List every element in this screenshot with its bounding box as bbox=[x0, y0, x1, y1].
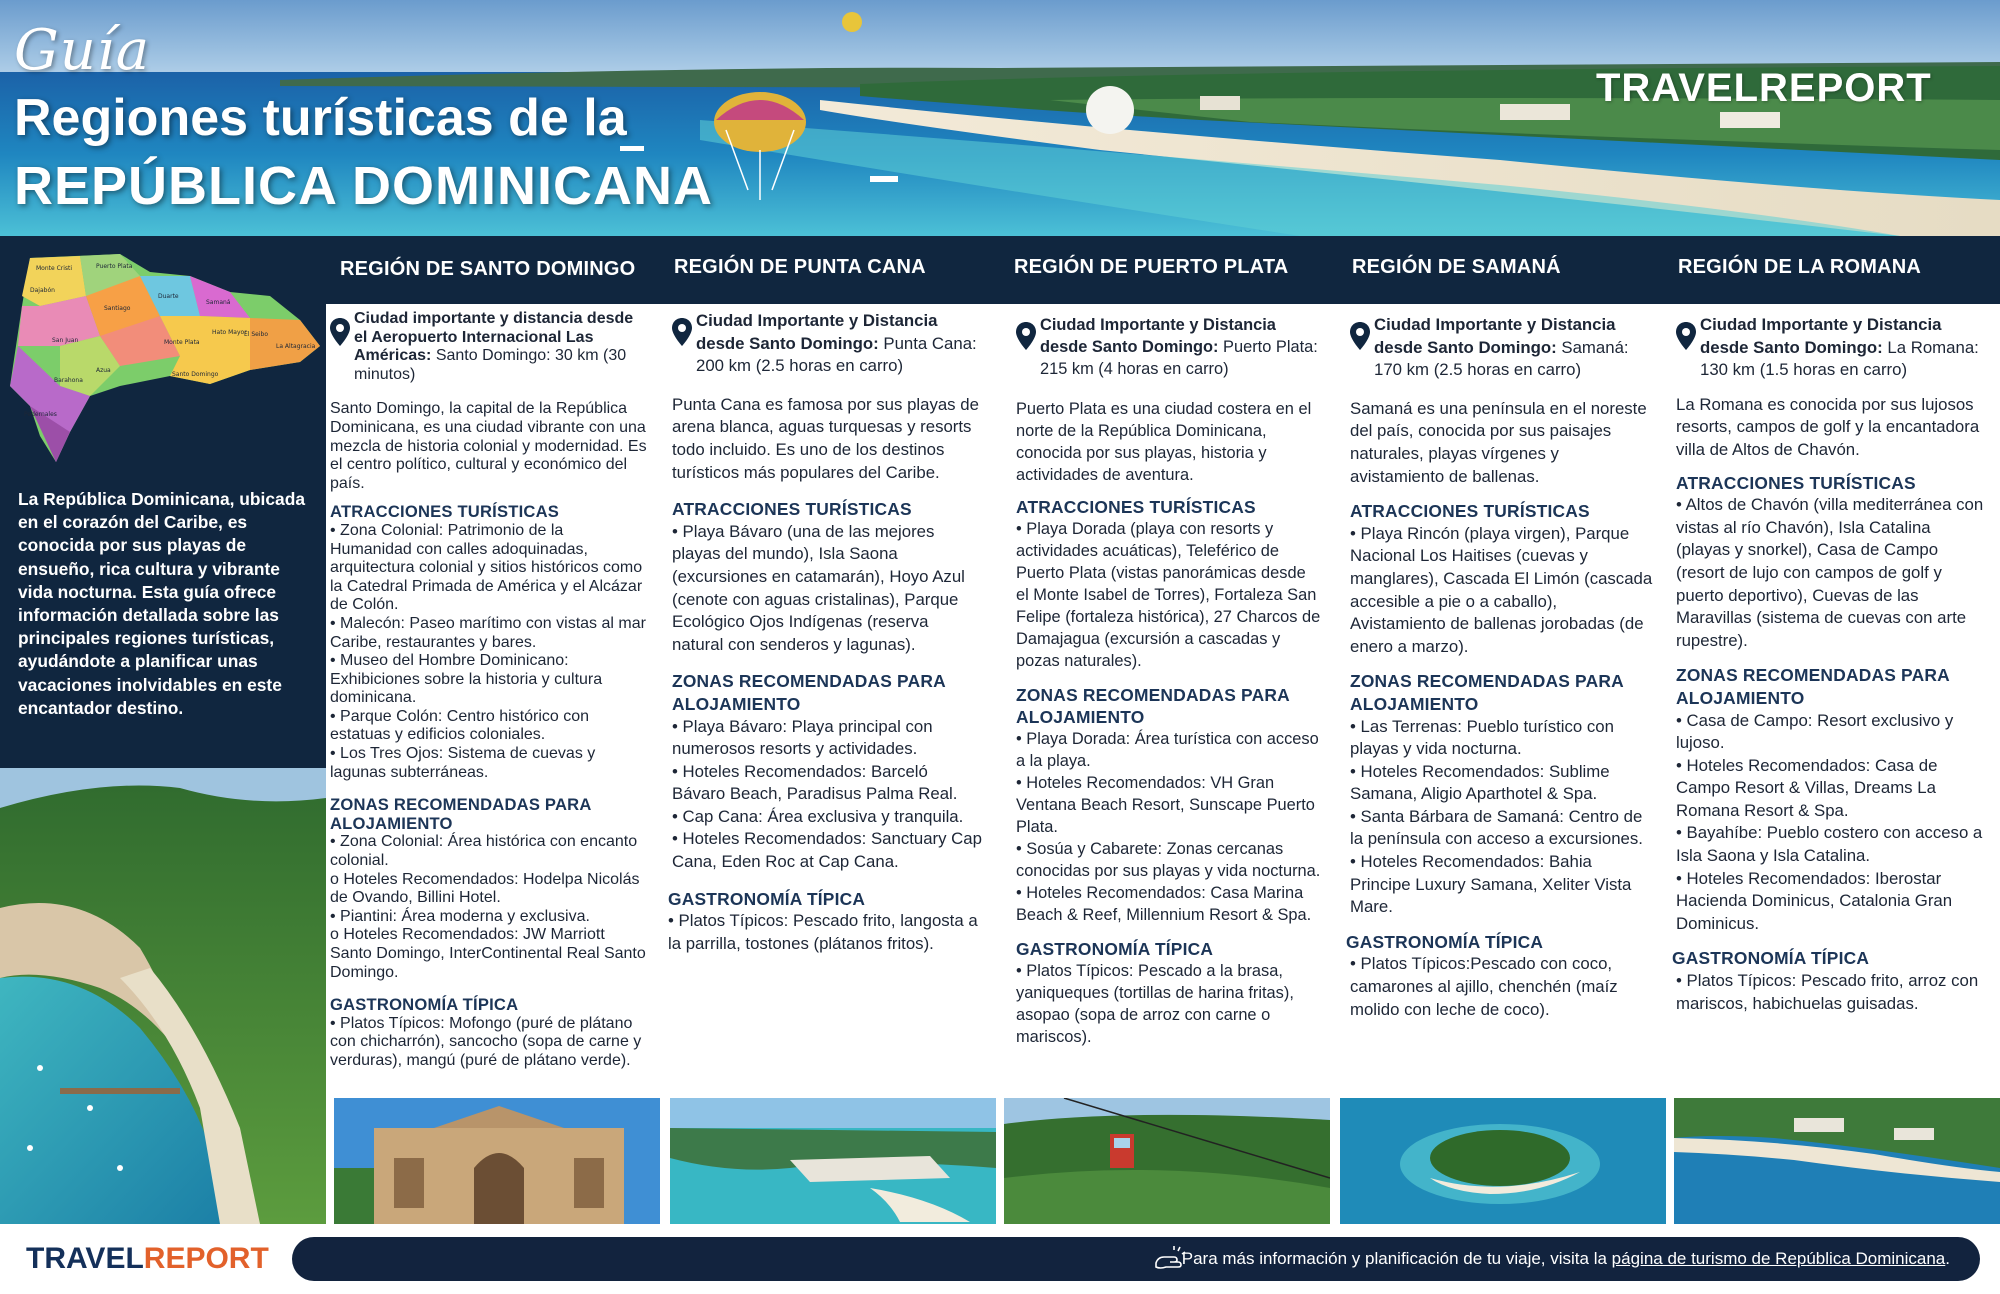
list-item: • Hoteles Recomendados: Iberostar Hacienda Dominicus, Catalonia Gran Dominicus. bbox=[1676, 868, 1953, 933]
map-label: Dajabón bbox=[30, 287, 55, 294]
city-distance-label: Ciudad importante y distancia desde el Aeropuerto Internacional Las Américas: bbox=[354, 310, 634, 365]
region-heading-punta-cana: REGIÓN DE PUNTA CANA bbox=[674, 256, 926, 278]
list-item: • Playa Bávaro: Playa principal con numerosos resorts y actividades. bbox=[672, 716, 933, 759]
list-item: • Sosúa y Cabarete: Zonas cercanas conocidas por sus playas y vida nocturna. bbox=[1016, 840, 1321, 880]
list-item: • Platos Típicos:Pescado con coco, camarones al ajillo, chenchén (maíz molido con leche de coco). bbox=[1350, 954, 1618, 1019]
list-item: • Playa Bávaro (una de las mejores playas del mundo), Isla Saona (excursiones en catamarán), Hoyo Azul (cenote con aguas cristalinas), Parque Ecológico Ojos Indígenas (reserva natural con senderos y lagunas). bbox=[672, 521, 965, 654]
lodging-title: ZONAS RECOMENDADAS PARA ALOJAMIENTO bbox=[1676, 665, 1950, 708]
map-label: El Seibo bbox=[244, 331, 269, 338]
city-distance-label: Ciudad Importante y Distancia desde Santo Domingo: bbox=[1374, 315, 1616, 357]
city-distance-block bbox=[1350, 314, 1656, 382]
lodging-title: ZONAS RECOMENDADAS PARA ALOJAMIENTO bbox=[330, 795, 591, 833]
attractions-title: ATRACCIONES TURÍSTICAS bbox=[1676, 472, 1916, 493]
city-distance-label: Ciudad Importante y Distancia desde Santo Domingo: bbox=[1040, 316, 1276, 356]
left-intro-panel bbox=[0, 236, 326, 768]
page-title-line2: REPÚBLICA DOMINICANA bbox=[14, 156, 713, 216]
list-item: • Bayahíbe: Pueblo costero con acceso a Isla Saona y Isla Catalina. bbox=[1676, 823, 1983, 866]
region-description: La Romana es conocida por sus lujosos resorts, campos de golf y la encantadora villa de Altos de Chavón. bbox=[1676, 394, 1980, 459]
resort-aerial-photo bbox=[670, 1098, 996, 1224]
map-label: La Altagracia bbox=[276, 343, 316, 350]
location-pin-icon bbox=[1676, 322, 1696, 350]
list-item: • Las Terrenas: Pueblo turístico con playas y vida nocturna. bbox=[1350, 716, 1614, 759]
list-item: • Los Tres Ojos: Sistema de cuevas y lagunas subterráneas. bbox=[330, 745, 596, 781]
list-item: • Platos Típicos: Pescado frito, arroz con mariscos, habichuelas guisadas. bbox=[1676, 971, 1979, 1013]
coastal-town-photo bbox=[0, 768, 326, 1224]
list-item: • Hoteles Recomendados: Casa Marina Beach & Reef, Millennium Resort & Spa. bbox=[1016, 884, 1312, 924]
food-title: GASTRONOMÍA TÍPICA bbox=[668, 888, 866, 909]
attractions-title: ATRACCIONES TURÍSTICAS bbox=[330, 502, 560, 522]
lodging-title: ZONAS RECOMENDADAS PARA ALOJAMIENTO bbox=[1350, 671, 1624, 714]
region-description: Samaná es una península en el noreste del país, conocida por sus paisajes naturales, playas vírgenes y avistamiento de ballenas. bbox=[1350, 398, 1647, 486]
map-label: Samaná bbox=[206, 299, 231, 306]
guide-label: Guía bbox=[14, 18, 151, 83]
list-item: • Hoteles Recomendados: Bahia Principe Luxury Samana, Xeliter Vista Mare. bbox=[1350, 852, 1632, 917]
list-item: • Hoteles Recomendados: Barceló Bávaro Beach, Paradisus Palma Real. bbox=[672, 761, 958, 804]
location-pin-icon bbox=[672, 318, 692, 346]
region-column-puerto-plata bbox=[1016, 304, 1322, 1048]
location-pin-icon bbox=[1350, 322, 1370, 350]
list-item: • Hoteles Recomendados: Casa de Campo Resort & Villas, Dreams La Romana Resort & Spa. bbox=[1676, 755, 1938, 820]
lodging-title: ZONAS RECOMENDADAS PARA ALOJAMIENTO bbox=[1016, 685, 1290, 727]
lodging-title: ZONAS RECOMENDADAS PARA ALOJAMIENTO bbox=[672, 671, 946, 714]
intro-text: La República Dominicana, ubicada en el corazón del Caribe, es conocida por sus playas de ensueño, rica cultura y vibrante vida nocturna. Esta guía ofrece información detallada sobre las principales regiones turísticas, ayudándote a planificar unas vacaciones inolvidables en este encantador destino. bbox=[18, 489, 306, 718]
region-description: Santo Domingo, la capital de la República Dominicana, es una ciudad vibrante con una mezcla de historia colonial y modernidad. Es el centro político, cultural y económico del país. bbox=[330, 400, 647, 492]
region-column-samana bbox=[1346, 304, 1656, 1021]
map-label: Monte Plata bbox=[164, 339, 200, 346]
list-item: • Platos Típicos: Pescado a la brasa, yaniqueques (tortillas de harina fritas), asopao (sopa de arroz con carne o mariscos). bbox=[1016, 962, 1294, 1046]
food-title: GASTRONOMÍA TÍPICA bbox=[1016, 939, 1214, 959]
map-label: Puerto Plata bbox=[96, 263, 133, 270]
city-distance-label: Ciudad Importante y Distancia desde Santo Domingo: bbox=[696, 311, 938, 353]
map-label: Santiago bbox=[104, 305, 131, 312]
city-distance-block bbox=[330, 310, 648, 384]
city-distance-value: Santo Domingo: 30 km (30 minutos) bbox=[354, 347, 627, 383]
hero-banner bbox=[0, 0, 2000, 236]
city-distance-block bbox=[1676, 314, 1988, 382]
tourism-page-link[interactable]: página de turismo de República Dominicana bbox=[1611, 1249, 1946, 1268]
footer-bar bbox=[292, 1237, 1980, 1281]
list-item: • Malecón: Paseo marítimo con vistas al mar Caribe, restaurantes y bares. bbox=[330, 614, 646, 651]
list-item: • Platos Típicos: Mofongo (puré de plátano con chicharrón), sancocho (sopa de carne y verduras), mangú (puré de plátano verde). bbox=[330, 1014, 642, 1069]
food-title: GASTRONOMÍA TÍPICA bbox=[1346, 931, 1544, 952]
map-label: Pedernales bbox=[24, 411, 57, 418]
region-description: Punta Cana es famosa por sus playas de arena blanca, aguas turquesas y resorts todo incluido. Es uno de los destinos turísticos más populares del Caribe. bbox=[672, 394, 979, 482]
list-item: • Playa Dorada: Área turística con acceso a la playa. bbox=[1016, 730, 1319, 770]
attractions-title: ATRACCIONES TURÍSTICAS bbox=[1016, 497, 1256, 517]
list-item: • Platos Típicos: Pescado frito, langosta a la parrilla, tostones (plátanos fritos). bbox=[668, 911, 978, 953]
city-distance-block bbox=[672, 310, 982, 378]
map-label: Azua bbox=[96, 367, 111, 374]
list-item: • Zona Colonial: Área histórica con encanto colonial. bbox=[330, 833, 638, 870]
la-romana-resort-photo bbox=[1674, 1098, 2000, 1224]
page-title-line1: Regiones turísticas de la bbox=[14, 89, 627, 147]
map-label: San Juan bbox=[52, 337, 79, 344]
location-pin-icon bbox=[1016, 322, 1036, 350]
footer-text-prefix: Para más información y planificación de tu viaje, visita la bbox=[1181, 1249, 1612, 1268]
food-title: GASTRONOMÍA TÍPICA bbox=[330, 995, 519, 1015]
footer-text-suffix: . bbox=[1945, 1249, 1950, 1268]
list-item: • Casa de Campo: Resort exclusivo y lujoso. bbox=[1676, 710, 1954, 753]
list-item: • Hoteles Recomendados: Sublime Samana, Aligio Aparthotel & Spa. bbox=[1350, 761, 1610, 804]
map-label: Hato Mayor bbox=[212, 329, 247, 336]
footer-brand-logo bbox=[26, 1242, 269, 1276]
map-label: Duarte bbox=[158, 293, 179, 300]
island-photo bbox=[1340, 1098, 1666, 1224]
region-column-santo-domingo bbox=[330, 304, 648, 1071]
city-distance-value: La Romana: 130 km (1.5 horas en carro) bbox=[1700, 337, 1979, 380]
list-item: • Hoteles Recomendados: Sanctuary Cap Cana, Eden Roc at Cap Cana. bbox=[672, 829, 982, 872]
list-item: • Cap Cana: Área exclusiva y tranquila. bbox=[672, 806, 964, 826]
city-distance-label: Ciudad Importante y Distancia desde Santo Domingo: bbox=[1700, 315, 1942, 357]
list-item: • Playa Rincón (playa virgen), Parque Nacional Los Haitises (cuevas y manglares), Cascada El Limón (cascada accesible a pie o a caballo), Avistamiento de ballenas jorobadas (de enero a marzo). bbox=[1350, 523, 1653, 656]
cable-car-photo bbox=[1004, 1098, 1330, 1224]
region-description: Puerto Plata es una ciudad costera en el norte de la República Dominicana, conocida por sus playas, historia y actividades de aventura. bbox=[1016, 400, 1312, 484]
attractions-title: ATRACCIONES TURÍSTICAS bbox=[1350, 501, 1590, 522]
region-heading-samana: REGIÓN DE SAMANÁ bbox=[1352, 256, 1561, 278]
list-item: o Hoteles Recomendados: JW Marriott Santo Domingo, InterContinental Real Santo Domingo. bbox=[330, 926, 646, 981]
list-item: • Playa Dorada (playa con resorts y actividades acuáticas), Teleférico de Puerto Plata (vistas panorámicas desde el Monte Isabel de Torres), Fortaleza San Felipe (fortaleza histórica), 27 Charcos de Damajagua (excursión a cascadas y pozas naturales). bbox=[1016, 520, 1321, 670]
region-heading-santo-domingo: REGIÓN DE SANTO DOMINGO bbox=[340, 258, 636, 280]
list-item: • Museo del Hombre Dominicano: Exhibiciones sobre la historia y cultura dominicana. bbox=[330, 652, 603, 707]
list-item: o Hoteles Recomendados: Hodelpa Nicolás de Ovando, Billini Hotel. bbox=[330, 870, 640, 907]
dominican-map bbox=[0, 236, 326, 476]
list-item: • Parque Colón: Centro histórico con estatuas y edificios coloniales. bbox=[330, 707, 590, 744]
region-column-la-romana bbox=[1672, 304, 1988, 1015]
list-item: • Zona Colonial: Patrimonio de la Humanidad con calles adoquinadas, arquitectura colonial y sitios históricos como la Catedral Primada de América y el Alcázar de Colón. bbox=[330, 521, 643, 614]
attractions-title: ATRACCIONES TURÍSTICAS bbox=[672, 499, 912, 520]
list-item: • Hoteles Recomendados: VH Gran Ventana Beach Resort, Sunscape Puerto Plata. bbox=[1016, 774, 1315, 836]
region-heading-puerto-plata: REGIÓN DE PUERTO PLATA bbox=[1014, 256, 1289, 278]
footer-info-text bbox=[1182, 1249, 1950, 1269]
footer-brand-part2: REPORT bbox=[143, 1242, 269, 1275]
footer-brand-part1: TRAVEL bbox=[26, 1242, 144, 1275]
list-item: • Santa Bárbara de Samaná: Centro de la península con acceso a excursiones. bbox=[1350, 806, 1643, 849]
city-distance-value: Puerto Plata: 215 km (4 horas en carro) bbox=[1040, 338, 1318, 378]
region-column-punta-cana bbox=[668, 304, 982, 955]
city-distance-block bbox=[1016, 314, 1322, 380]
map-label: Barahona bbox=[54, 377, 83, 384]
regions-header-bar bbox=[326, 236, 2000, 304]
map-label: Monte Cristi bbox=[36, 265, 73, 272]
location-pin-icon bbox=[330, 318, 350, 346]
food-title: GASTRONOMÍA TÍPICA bbox=[1672, 948, 1870, 969]
cathedral-photo bbox=[334, 1098, 660, 1224]
city-distance-value: Samaná: 170 km (2.5 horas en carro) bbox=[1374, 337, 1629, 380]
map-label: Santo Domingo bbox=[172, 371, 219, 378]
list-item: • Altos de Chavón (villa mediterránea con vistas al río Chavón), Isla Catalina (playas y snorkel), Casa de Campo (resort de lujo con campos de golf y puerto deportivo), Cuevas de las Maravillas (sistema de cuevas con arte rupestre). bbox=[1676, 495, 1984, 650]
list-item: • Piantini: Área moderna y exclusiva. bbox=[330, 907, 590, 925]
city-distance-value: Punta Cana: 200 km (2.5 horas en carro) bbox=[696, 333, 977, 376]
region-heading-la-romana: REGIÓN DE LA ROMANA bbox=[1678, 256, 1922, 278]
brand-logo: TRAVELREPORT bbox=[1596, 66, 1932, 110]
